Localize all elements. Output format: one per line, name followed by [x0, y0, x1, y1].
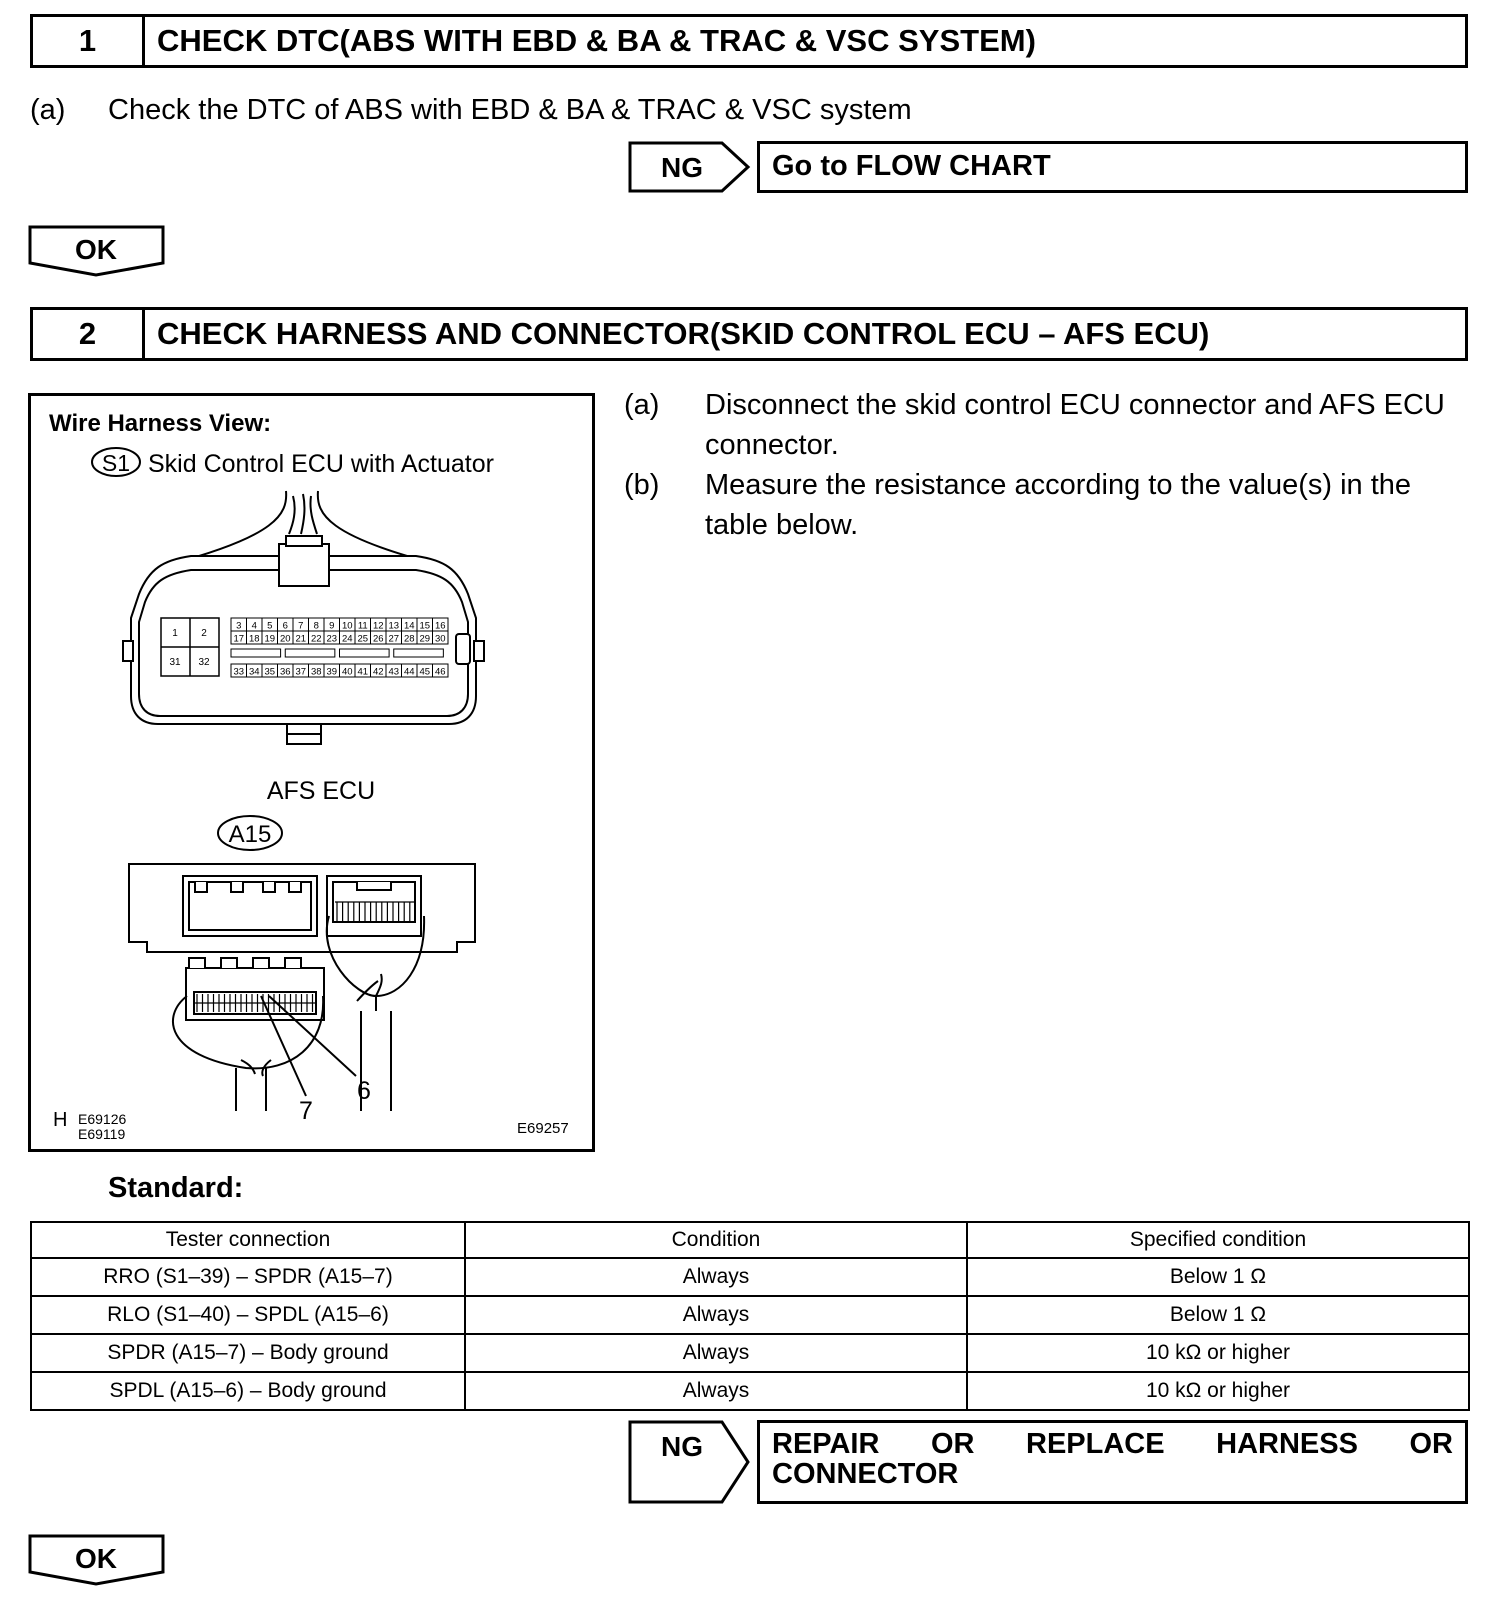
table-cell: RLO (S1–40) – SPDL (A15–6) [31, 1296, 465, 1334]
s1-blank-slot [394, 649, 444, 657]
s1-pin-label: 22 [310, 633, 322, 645]
ng-result-word: REPLACE [1026, 1428, 1165, 1460]
s1-pin-label: 6 [282, 620, 288, 632]
table-cell: Below 1 Ω [967, 1258, 1469, 1296]
ng-result-line [772, 1429, 1453, 1459]
s1-caption: Skid Control ECU with Actuator [148, 450, 494, 478]
step-number: 2 [33, 310, 145, 358]
ng-label: NG [661, 1431, 703, 1462]
ok-arrow-icon [28, 1534, 166, 1586]
s1-pin-label: 11 [357, 620, 368, 632]
s1-pin-label: 25 [357, 633, 369, 645]
s1-pin-label: 15 [419, 620, 431, 632]
table-cell: Below 1 Ω [967, 1296, 1469, 1334]
ng-result-line: CONNECTOR [772, 1458, 959, 1490]
s1-pin-label: 38 [310, 666, 322, 678]
s1-pin-label: 13 [388, 620, 400, 632]
step-2-header [30, 307, 1468, 361]
ok-label: OK [75, 1543, 117, 1574]
s1-pin-label: 29 [419, 633, 431, 645]
s1-pin-label: 30 [434, 633, 446, 645]
standard-table [30, 1221, 1470, 1411]
standard-label: Standard: [108, 1172, 244, 1204]
s1-pin-label: 18 [248, 633, 260, 645]
afs-caption: AFS ECU [266, 777, 376, 805]
s1-pin: 32 [198, 657, 210, 668]
s1-pin-label: 36 [279, 666, 291, 678]
s1-pin-label: 44 [403, 666, 415, 678]
s1-pin-label: 27 [388, 633, 400, 645]
s1-pin-label: 35 [264, 666, 276, 678]
table-header: Condition [465, 1222, 967, 1258]
ng-result-word: OR [930, 1428, 975, 1460]
table-row [31, 1372, 1469, 1410]
item-marker: (a) [30, 94, 66, 126]
item-text: Check the DTC of ABS with EBD & BA & TRAC & VSC system [108, 94, 912, 126]
a15-badge: A15 [228, 821, 272, 848]
s1-pin-label: 37 [295, 666, 307, 678]
item-marker: (a) [624, 389, 660, 421]
step-number: 1 [33, 17, 145, 65]
ng-result-word: OR [1409, 1428, 1453, 1460]
figure-code: E69119 [78, 1126, 126, 1142]
s1-blank-slot [340, 649, 390, 657]
table-header-row [31, 1222, 1469, 1258]
s1-pin-label: 4 [251, 620, 257, 632]
s1-pin-label: 46 [434, 666, 446, 678]
table-cell: RRO (S1–39) – SPDR (A15–7) [31, 1258, 465, 1296]
s1-pin-label: 41 [357, 666, 369, 678]
item-marker: (b) [624, 469, 660, 501]
ng-label: NG [661, 152, 703, 183]
s1-pin-label: 34 [248, 666, 260, 678]
s1-blank-slot [231, 649, 281, 657]
s1-blank-slot [285, 649, 335, 657]
s1-badge: S1 [101, 450, 131, 476]
table-header: Tester connection [31, 1222, 465, 1258]
pin-label-7: 7 [299, 1097, 313, 1125]
s1-pin-label: 21 [295, 633, 307, 645]
s1-pin-label: 42 [372, 666, 384, 678]
s1-pin: 1 [172, 628, 178, 639]
s1-pin-label: 14 [403, 620, 415, 632]
pin-label-6: 6 [357, 1077, 371, 1105]
s1-pin-label: 20 [279, 633, 291, 645]
table-row [31, 1334, 1469, 1372]
ok-arrow-icon [28, 225, 166, 277]
table-cell: Always [465, 1258, 967, 1296]
step-title: CHECK DTC(ABS WITH EBD & BA & TRAC & VSC SYSTEM) [157, 23, 1036, 58]
s1-pin-label: 9 [329, 620, 335, 632]
item-text: table below. [705, 509, 859, 541]
figure-code: E69257 [517, 1120, 569, 1137]
ng-result-box [757, 141, 1468, 193]
s1-pin-label: 43 [388, 666, 400, 678]
ok-label: OK [75, 234, 117, 265]
s1-pin-label: 24 [341, 633, 353, 645]
table-cell: 10 kΩ or higher [967, 1334, 1469, 1372]
s1-pin: 2 [201, 628, 207, 639]
s1-pin-label: 33 [233, 666, 245, 678]
item-text: connector. [705, 429, 839, 461]
table-header: Specified condition [967, 1222, 1469, 1258]
ng-arrow-icon [628, 1420, 752, 1504]
s1-pin-label: 8 [313, 620, 319, 632]
s1-pin: 31 [169, 657, 181, 668]
s1-pin-label: 3 [236, 620, 242, 632]
wire-harness-figure [28, 393, 595, 1152]
item-text: Disconnect the skid control ECU connector and AFS ECU [705, 389, 1445, 421]
s1-pin-label: 5 [267, 620, 273, 632]
table-row [31, 1258, 1469, 1296]
s1-pin-label: 7 [298, 620, 304, 632]
s1-pin-label: 19 [264, 633, 276, 645]
ng-result-box [757, 1420, 1468, 1504]
s1-pin-label: 23 [326, 633, 338, 645]
figure-code-letter: H [53, 1109, 68, 1131]
ng-result-word: REPAIR [772, 1428, 880, 1460]
table-cell: 10 kΩ or higher [967, 1372, 1469, 1410]
s1-pin-label: 12 [372, 620, 384, 632]
s1-pin-label: 17 [233, 633, 245, 645]
table-cell: Always [465, 1296, 967, 1334]
ng-result-text: Go to FLOW CHART [772, 150, 1051, 182]
table-cell: Always [465, 1334, 967, 1372]
s1-pin-label: 45 [419, 666, 431, 678]
ng-arrow-icon [628, 141, 752, 193]
s1-pin-label: 40 [341, 666, 353, 678]
figure-code: E69126 [78, 1111, 127, 1127]
item-text: Measure the resistance according to the value(s) in the [705, 469, 1412, 501]
figure-heading: Wire Harness View: [49, 410, 272, 437]
table-cell: SPDL (A15–6) – Body ground [31, 1372, 465, 1410]
ng-result-word: HARNESS [1216, 1428, 1358, 1460]
step-1-header [30, 14, 1468, 68]
step-title: CHECK HARNESS AND CONNECTOR(SKID CONTROL ECU – AFS ECU) [157, 316, 1210, 351]
s1-pin-label: 39 [326, 666, 338, 678]
s1-pin-label: 10 [341, 620, 353, 632]
s1-pin-label: 26 [372, 633, 384, 645]
table-cell: Always [465, 1372, 967, 1410]
s1-pin-label: 16 [434, 620, 446, 632]
table-row [31, 1296, 1469, 1334]
table-cell: SPDR (A15–7) – Body ground [31, 1334, 465, 1372]
afs-bottom-connector [186, 958, 324, 1020]
wire-harness-diagram [31, 396, 592, 1149]
s1-pin-label: 28 [403, 633, 415, 645]
